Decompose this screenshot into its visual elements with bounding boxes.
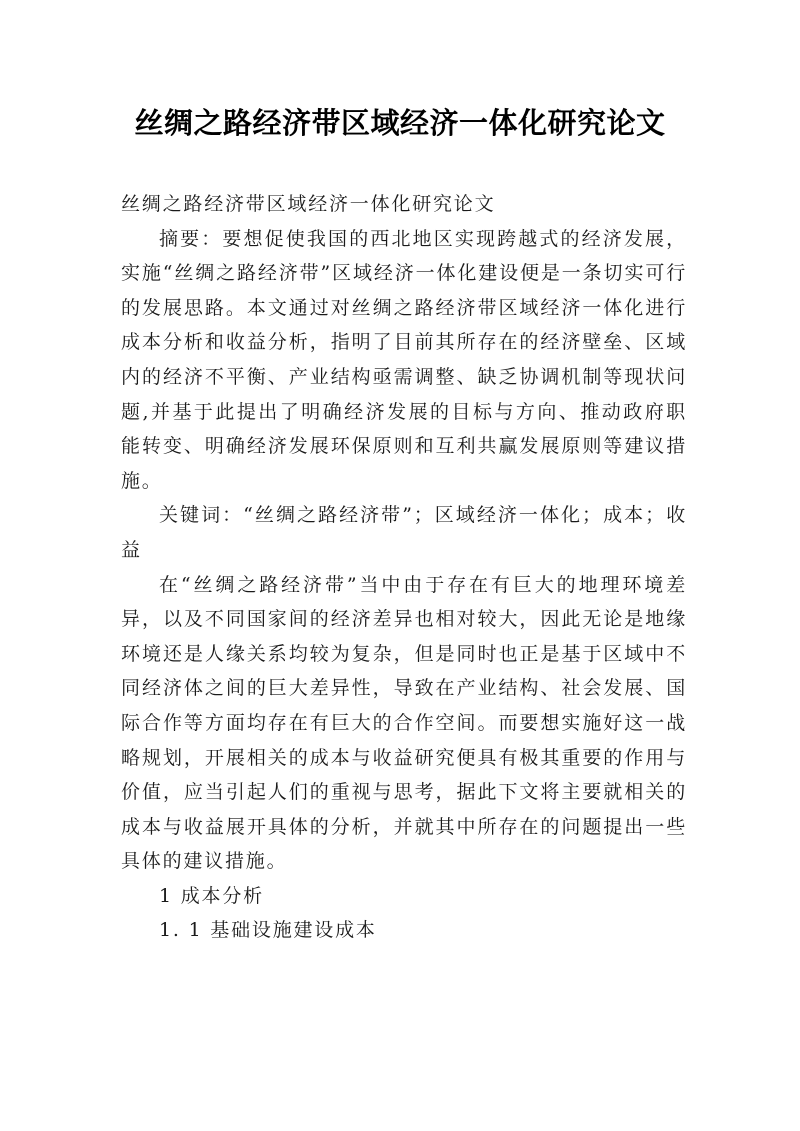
- subsection-heading: 1. 1 基础设施建设成本: [159, 919, 377, 942]
- subtitle-paragraph: 丝绸之路经济带区域经济一体化研究论文: [121, 193, 496, 215]
- section-heading: 1 成本分析: [159, 884, 264, 907]
- document-title: 丝绸之路经济带区域经济一体化研究论文: [134, 106, 666, 140]
- document-body: [121, 187, 687, 948]
- keywords-paragraph: 关键词：“丝绸之路经济带”；区域经济一体化；成本；收益: [121, 504, 687, 561]
- intro-paragraph: 在“丝绸之路经济带”当中由于存在有巨大的地理环境差异，以及不同国家间的经济差异也相对较大，因此无论是地缘环境还是人缘关系均较为复杂，但是同时也正是基于区域中不同经济体之间的巨大差异性，导致在产业结构、社会发展、国际合作等方面均存在有巨大的合作空间。而要想实施好这一战略规划，开展相关的成本与收益研究便具有极其重要的作用与价值，应当引起人们的重视与思考，据此下文将主要就相关的成本与收益展开具体的分析，并就其中所存在的问题提出一些具体的建议措施。: [121, 573, 687, 873]
- abstract-paragraph: 摘要：要想促使我国的西北地区实现跨越式的经济发展，实施“丝绸之路经济带”区域经济一体化建设便是一条切实可行的发展思路。本文通过对丝绸之路经济带区域经济一体化进行成本分析和收益分析，指明了目前其所存在的经济壁垒、区域内的经济不平衡、产业结构亟需调整、缺乏协调机制等现状问题,并基于此提出了明确经济发展的目标与方向、推动政府职能转变、明确经济发展环保原则和互利共赢发展原则等建议措施。: [121, 227, 687, 492]
